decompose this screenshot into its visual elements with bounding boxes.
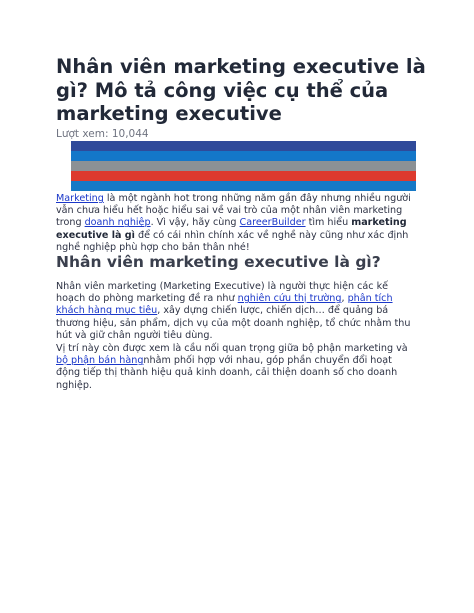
- paragraph-text: ,: [341, 293, 348, 305]
- link-phan-tich-khach-hang[interactable]: phân tích khách hàng mục tiêu: [56, 293, 393, 317]
- intro-text: tìm hiểu: [305, 217, 352, 229]
- intro-text: . Vì vậy, hãy cùng: [150, 217, 240, 229]
- section-paragraph-1: [56, 281, 418, 342]
- banner-stripe: [71, 161, 416, 171]
- section-paragraph-2: [56, 343, 418, 392]
- article-title: Nhân viên marketing executive là gì? Mô tả công việc cụ thể của marketing executive: [56, 55, 426, 125]
- paragraph-text: Nhân viên marketing (Marketing Executive) là người thực hiện các kế hoạch do phòng marketing đề ra như: [56, 281, 389, 305]
- paragraph-text: Vị trí này còn được xem là cầu nối quan trọng giữa bộ phận marketing và: [56, 343, 408, 354]
- section-heading: Nhân viên marketing executive là gì?: [56, 253, 381, 271]
- link-nghien-cuu-thi-truong[interactable]: nghiên cứu thị trường: [237, 293, 342, 305]
- intro-bold-keyword: marketing executive là gì: [56, 217, 407, 241]
- intro-paragraph: [56, 193, 418, 254]
- link-marketing[interactable]: Marketing: [56, 193, 104, 204]
- banner-stripe: [71, 141, 416, 151]
- banner-stripe: [71, 151, 416, 161]
- view-count: Lượt xem: 10,044: [56, 128, 149, 140]
- link-doanh-nghiep[interactable]: doanh nghiệp: [84, 217, 151, 229]
- paragraph-text: nhằm phối hợp với nhau, góp phần chuyển đổi hoạt động tiếp thị thành hiệu quả kinh doanh, cải thiện doanh số cho doanh nghiệp.: [56, 355, 398, 391]
- link-bo-phan-ban-hang[interactable]: bộ phận bán hàng: [56, 355, 144, 367]
- banner-stripe: [71, 171, 416, 181]
- intro-text: là một ngành hot trong những năm gần đây nhưng nhiều người vẫn chưa hiểu hết hoặc hiểu sai về vai trò của một nhân viên marketing trong: [56, 193, 411, 229]
- intro-text: để có cái nhìn chính xác về nghề này cũng như xác định nghề nghiệp phù hợp cho bản thân nhé!: [56, 229, 409, 253]
- paragraph-text: , xây dựng chiến lược, chiến dịch… để quảng bá thương hiệu, sản phẩm, dịch vụ của một doanh nghiệp, tổ chức nhằm thu hút và giữ chân người tiêu dùng.: [56, 305, 411, 341]
- link-careerbuilder[interactable]: CareerBuilder: [239, 217, 306, 229]
- banner-stripe: [71, 181, 416, 191]
- header-banner-image: [71, 141, 416, 191]
